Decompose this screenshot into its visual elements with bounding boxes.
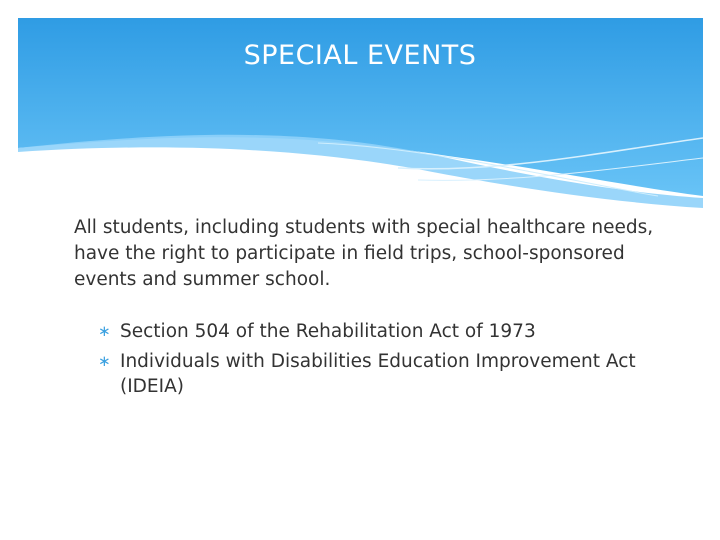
slide-title: SPECIAL EVENTS	[243, 40, 477, 71]
bullet-text: Individuals with Disabilities Education Improvement Act (IDEIA)	[120, 351, 636, 397]
bullet-text: Section 504 of the Rehabilitation Act of 1973	[120, 321, 536, 342]
asterisk-bullet-icon: ∗	[98, 352, 111, 370]
intro-paragraph: All students, including students with special healthcare needs, have the right to participate in field trips, school-sponsored events and summer school.	[74, 217, 654, 290]
list-item	[74, 319, 664, 344]
asterisk-bullet-icon: ∗	[98, 322, 111, 340]
list-item	[74, 349, 664, 399]
slide-body	[74, 215, 664, 404]
bullet-list	[74, 319, 664, 399]
